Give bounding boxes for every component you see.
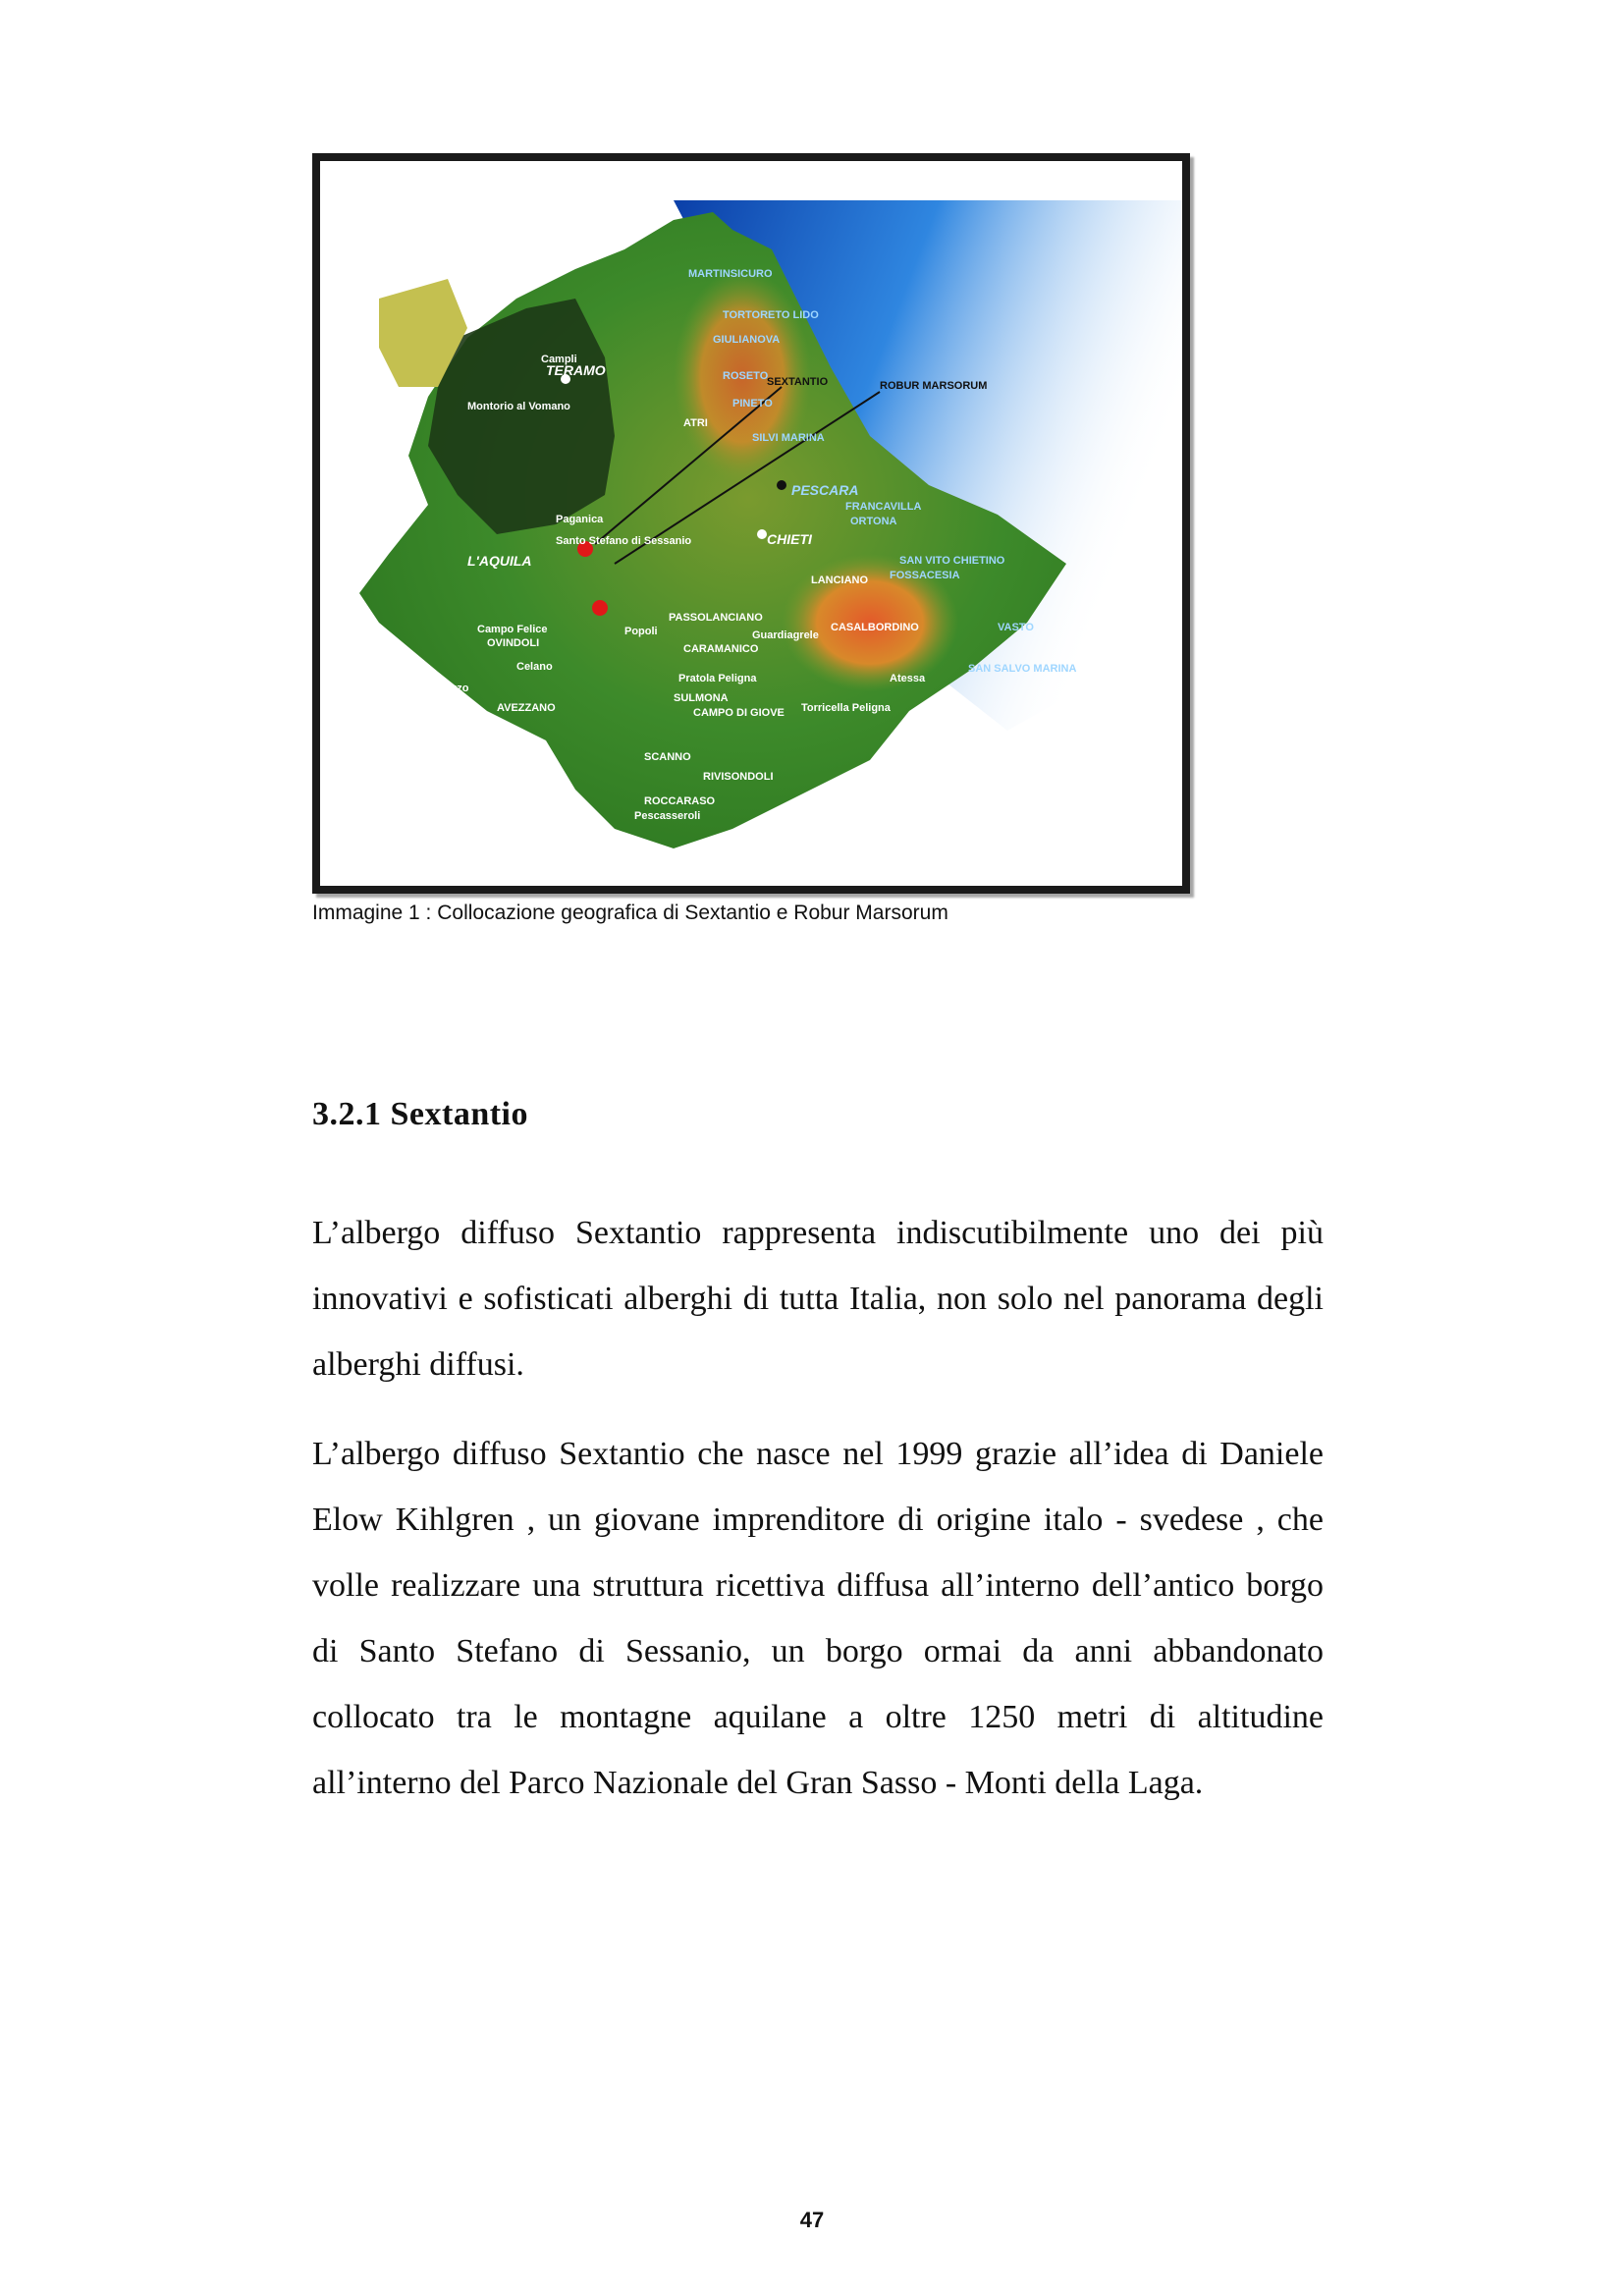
label-carsoli: Carsoli	[379, 663, 416, 675]
label-santo-stefano: Santo Stefano di Sessanio	[556, 535, 692, 547]
label-avezzano: AVEZZANO	[497, 702, 556, 714]
label-teramo: TERAMO	[546, 362, 606, 378]
label-atessa: Atessa	[890, 673, 926, 684]
section-heading: 3.2.1 Sextantio	[312, 1096, 528, 1132]
label-campli: Campli	[541, 354, 577, 365]
label-roseto: ROSETO	[723, 370, 769, 382]
label-pescara: PESCARA	[791, 482, 859, 498]
label-san-vito: SAN VITO CHIETINO	[899, 555, 1005, 567]
abruzzo-map	[320, 161, 1182, 886]
label-sulmona: SULMONA	[674, 692, 729, 704]
label-ortona: ORTONA	[850, 516, 897, 527]
label-giulianova: GIULIANOVA	[713, 334, 781, 346]
label-torricella: Torricella Peligna	[801, 702, 891, 714]
label-montorio: Montorio al Vomano	[467, 401, 570, 412]
chieti-dot	[757, 529, 767, 539]
pescara-dot	[777, 480, 786, 490]
label-roccaraso: ROCCARASO	[644, 795, 716, 807]
label-tagliacozzo: Tagliacozzo	[408, 683, 469, 694]
label-rivisondoli: RIVISONDOLI	[703, 771, 774, 783]
label-lanciano: LANCIANO	[811, 574, 869, 586]
label-pratola: Pratola Peligna	[678, 673, 757, 684]
label-sextantio: SEXTANTIO	[767, 376, 829, 388]
label-ovindoli: OVINDOLI	[487, 637, 540, 649]
label-chieti: CHIETI	[767, 531, 812, 547]
label-casalbordino: CASALBORDINO	[831, 622, 919, 633]
label-fossacesia: FOSSACESIA	[890, 570, 960, 581]
label-pescasseroli: Pescasseroli	[634, 810, 701, 822]
label-san-salvo: SAN SALVO MARINA	[968, 663, 1077, 675]
label-pineto: PINETO	[732, 398, 773, 410]
label-robur: ROBUR MARSORUM	[880, 380, 988, 392]
label-atri: ATRI	[683, 417, 708, 429]
figure-caption: Immagine 1 : Collocazione geografica di Sextantio e Robur Marsorum	[312, 902, 948, 924]
label-paganica: Paganica	[556, 514, 604, 525]
label-vasto: VASTO	[998, 622, 1034, 633]
label-scanno: SCANNO	[644, 751, 691, 763]
label-passolanciano: PASSOLANCIANO	[669, 612, 763, 624]
label-celano: Celano	[516, 661, 553, 673]
label-guardiagrele: Guardiagrele	[752, 629, 819, 641]
label-popoli: Popoli	[624, 626, 658, 637]
label-martinsicuro: MARTINSICURO	[688, 268, 773, 280]
label-campo-di-giove: CAMPO DI GIOVE	[693, 707, 785, 719]
paragraph-1: L’albergo diffuso Sextantio rappresenta indiscutibilmente uno dei più innovativi e sofisticati alberghi di tutta Italia, non solo nel panorama degli alberghi diffusi.	[312, 1215, 1324, 1383]
label-tortoreto: TORTORETO LIDO	[723, 309, 819, 321]
paragraph-2: L’albergo diffuso Sextantio che nasce nel 1999 grazie all’idea di Daniele Elow Kihlgren , un giovane imprenditore di origine italo - svedese , che volle realizzare una struttura ricettiva diffusa all’interno dell’antico borgo di Santo Stefano di Sessanio, un borgo ormai da anni abbandonato collocato tra le montagne aquilane a oltre 1250 metri di altitudine all’interno del Parco Nazionale del Gran Sasso - Monti della Laga.	[312, 1436, 1324, 1801]
label-caramanico: CARAMANICO	[683, 643, 759, 655]
robur-marker	[592, 600, 608, 616]
label-campo-felice: Campo Felice	[477, 624, 548, 635]
label-laquila: L'AQUILA	[467, 553, 532, 569]
label-silvi: SILVI MARINA	[752, 432, 825, 444]
label-francavilla: FRANCAVILLA	[845, 501, 922, 513]
map-figure	[312, 153, 1190, 894]
page-number: 47	[799, 2208, 825, 2232]
